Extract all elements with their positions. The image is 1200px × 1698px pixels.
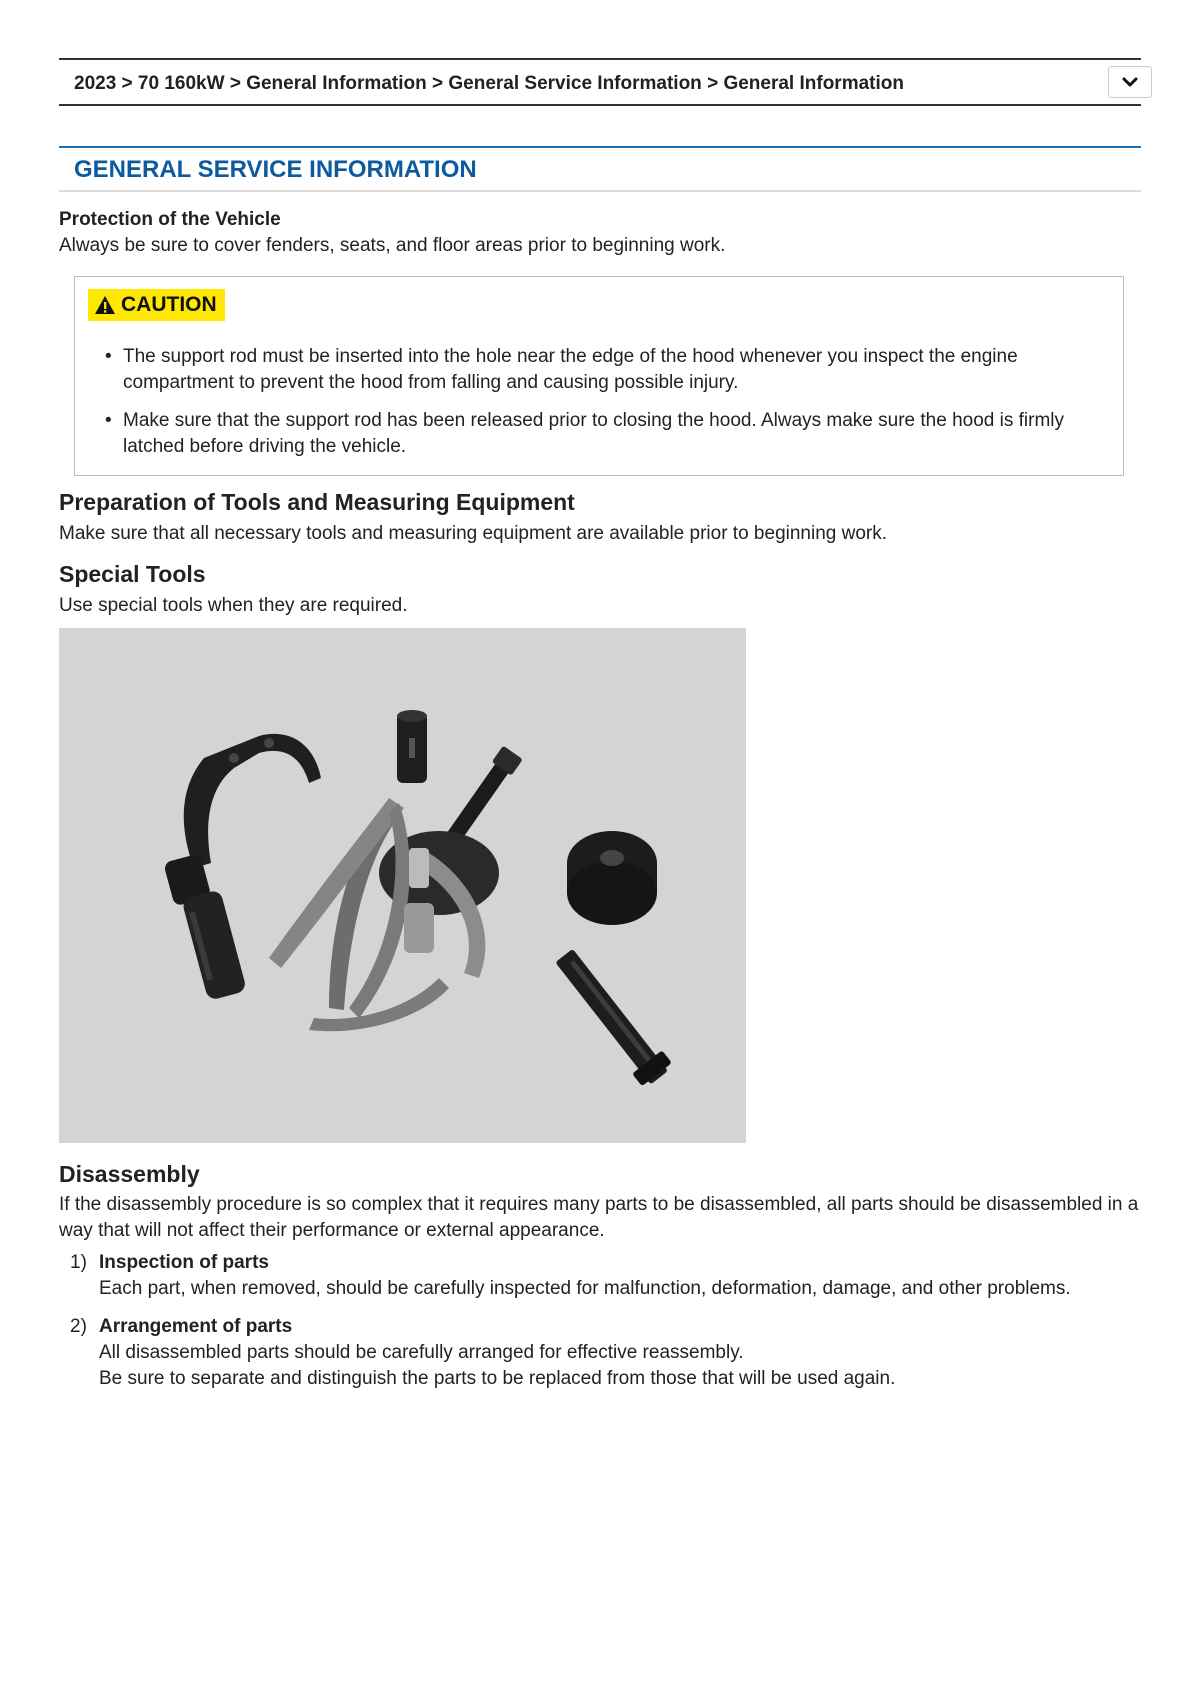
step-text: Each part, when removed, should be carefully inspected for malfunction, deformation, damage, and other problems. — [99, 1278, 1071, 1299]
caution-item: • The support rod must be inserted into the hole near the edge of the hood whenever you inspect the engine compartment to prevent the hood from falling and causing possible injury. — [123, 344, 1103, 396]
preparation-text: Make sure that all necessary tools and measuring equipment are available prior to beginning work. — [59, 523, 888, 544]
caution-badge — [88, 289, 225, 321]
dropdown-button[interactable] — [1108, 66, 1152, 98]
page-title: GENERAL SERVICE INFORMATION — [74, 156, 477, 183]
protection-heading: Protection of the Vehicle — [59, 209, 281, 230]
protection-text: Always be sure to cover fenders, seats, and floor areas prior to beginning work. — [59, 235, 726, 256]
caution-label: CAUTION — [121, 293, 217, 316]
section-header — [59, 146, 1141, 192]
tools-illustration — [59, 628, 746, 1143]
step-title: Inspection of parts — [99, 1252, 269, 1273]
preparation-heading: Preparation of Tools and Measuring Equipment — [59, 489, 575, 515]
disassembly-text: If the disassembly procedure is so complex that it requires many parts to be disassembled, all parts should be disassembled in a way that will not affect their performance or external appearance. — [59, 1194, 1139, 1241]
step-text: All disassembled parts should be carefully arranged for effective reassembly. — [99, 1342, 744, 1363]
caution-item: • Make sure that the support rod has been released prior to closing the hood. Always make sure the hood is firmly latched before driving the vehicle. — [123, 408, 1103, 460]
step-number: 1) — [70, 1252, 87, 1273]
step-text: Be sure to separate and distinguish the parts to be replaced from those that will be used again. — [99, 1368, 896, 1389]
chevron-down-icon — [1122, 76, 1138, 88]
special-tools-image — [59, 628, 746, 1143]
warning-triangle-icon — [94, 295, 116, 315]
step-number: 2) — [70, 1316, 87, 1337]
caution-box — [74, 276, 1124, 476]
special-tools-text: Use special tools when they are required. — [59, 595, 408, 616]
breadcrumb — [59, 58, 1141, 106]
special-tools-heading: Special Tools — [59, 561, 206, 587]
breadcrumb-text[interactable]: 2023 > 70 160kW > General Information > General Service Information > General Information — [74, 73, 904, 94]
disassembly-heading: Disassembly — [59, 1161, 200, 1187]
step-title: Arrangement of parts — [99, 1316, 293, 1337]
